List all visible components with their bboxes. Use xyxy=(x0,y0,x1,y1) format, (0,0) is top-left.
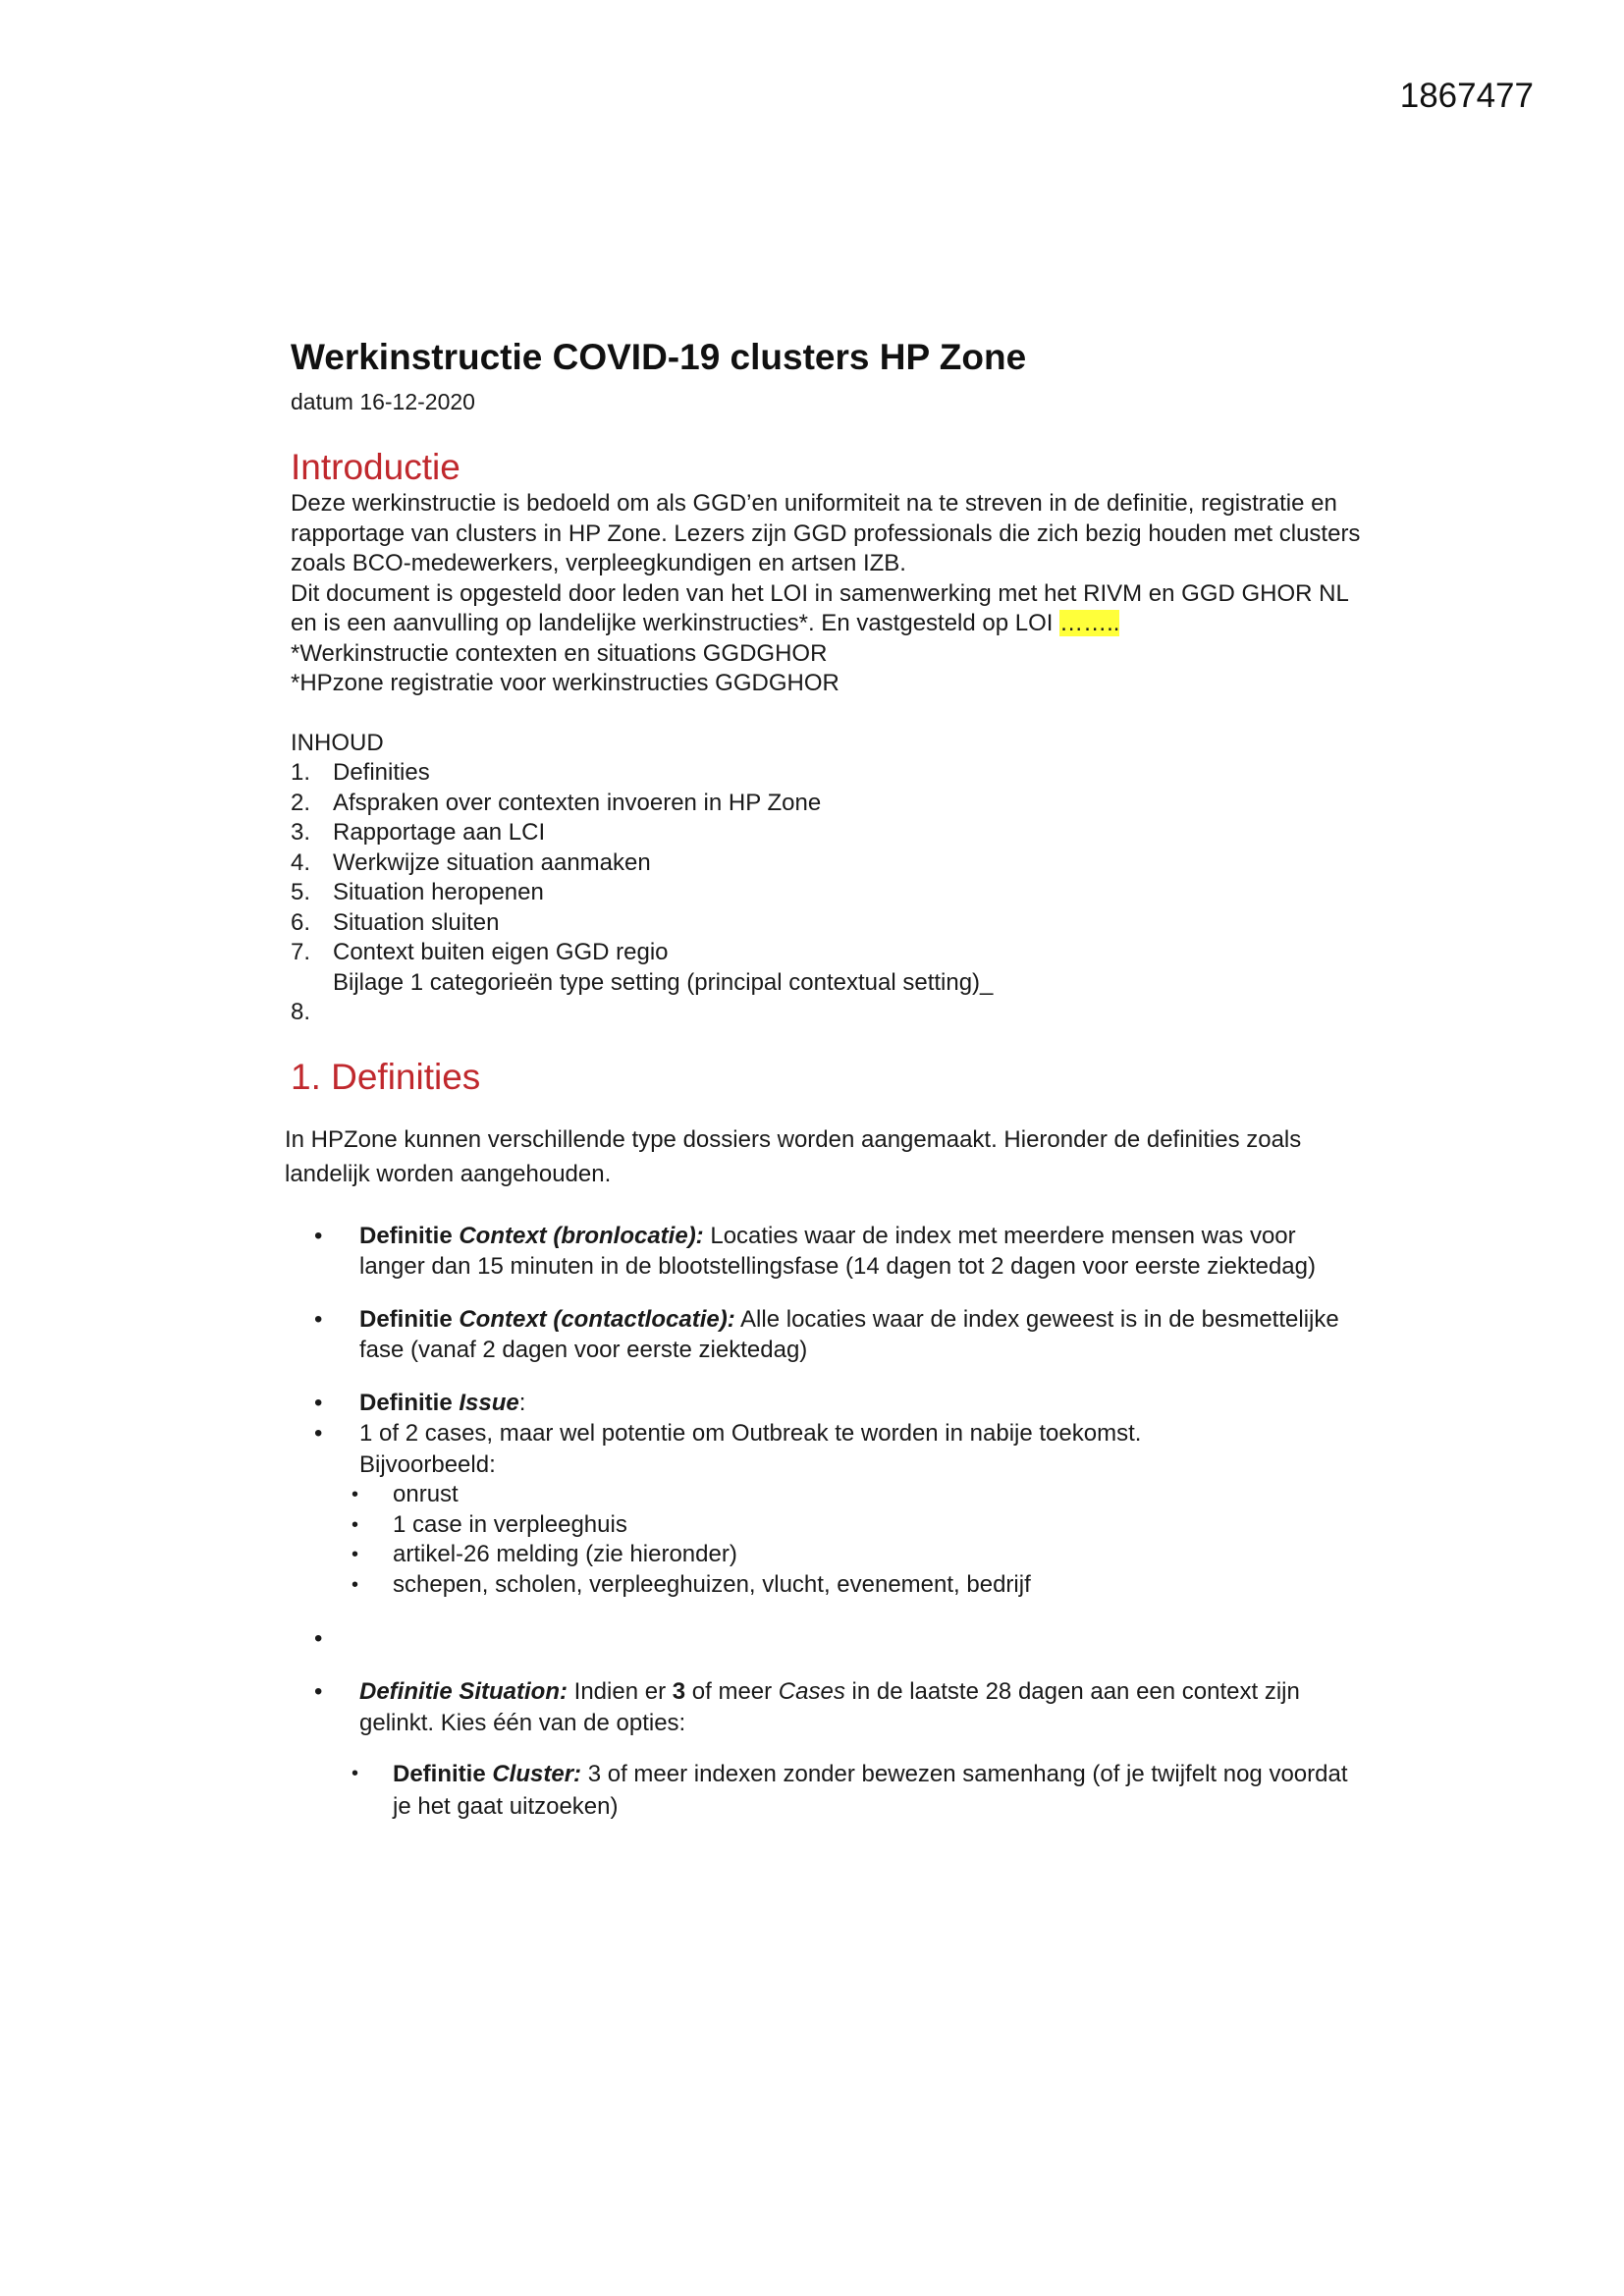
definition-term: Context (contactlocatie): xyxy=(459,1305,735,1333)
definition-text: in de laatste 28 dagen aan een context zijn gelinkt. Kies één van de opties: xyxy=(359,1678,1300,1736)
toc-label: Situation heropenen xyxy=(333,879,544,905)
list-item: • 1 case in verpleeghuis xyxy=(291,1510,1361,1541)
empty-bullet xyxy=(291,1623,1361,1655)
definition-term: Definitie Situation: xyxy=(359,1678,568,1705)
toc-list xyxy=(291,758,1371,1028)
toc-item xyxy=(291,878,1371,908)
toc-label: Context buiten eigen GGD regio xyxy=(333,939,669,965)
toc-number: 4. xyxy=(291,848,311,876)
table-of-contents xyxy=(291,729,1371,1028)
definition-number: 3 xyxy=(672,1678,686,1705)
definition-label: Definitie xyxy=(393,1761,493,1787)
reference-2: *HPzone registratie voor werkinstructies GGDGHOR xyxy=(291,670,839,696)
document-body xyxy=(285,334,1371,1823)
toc-label: Werkwijze situation aanmaken xyxy=(333,848,651,876)
definition-text: Locaties waar de index met meerdere mensen was voor langer dan 15 minuten in de blootstellingsfase (14 dagen tot 2 dagen voor eerste ziektedag) xyxy=(359,1222,1316,1280)
toc-number: 8. xyxy=(291,999,311,1025)
toc-number: 1. xyxy=(291,759,311,786)
toc-item xyxy=(291,908,1371,939)
intro-paragraph-2 xyxy=(291,579,1371,639)
date-placeholder-highlight: …….. xyxy=(1059,610,1120,636)
definities-intro: In HPZone kunnen verschillende type dossiers worden aangemaakt. Hieronder de definities zoals landelijk worden aangehouden. xyxy=(285,1125,1302,1187)
definities-heading: 1. Definities xyxy=(291,1056,481,1097)
toc-item xyxy=(291,789,1371,819)
toc-heading: INHOUD xyxy=(291,729,384,756)
reference-1: *Werkinstructie contexten en situations GGDGHOR xyxy=(291,639,828,667)
situation-options-list xyxy=(291,1758,1361,1823)
definition-cluster xyxy=(291,1758,1361,1823)
document-id: 1867477 xyxy=(1399,77,1534,115)
toc-item xyxy=(291,818,1371,848)
issue-example-label: Bijvoorbeeld: xyxy=(359,1450,496,1478)
toc-number: 5. xyxy=(291,879,311,905)
intro-paragraph-1: Deze werkinstructie is bedoeld om als GGD’en uniformiteit na te streven in de definitie, registratie en rapportage van clusters in HP Zone. Lezers zijn GGD professionals die zich bezig houden met clusters zoals BCO-medewerkers, verpleegkundigen en artsen IZB. xyxy=(291,490,1361,576)
intro-paragraph-2-text: Dit document is opgesteld door leden van het LOI in samenwerking met het RIVM en GGD GHOR NL en is een aanvulling op landelijke werkinstructies*. En vastgesteld op LOI xyxy=(291,579,1348,636)
toc-number: 2. xyxy=(291,789,311,816)
definition-text: 3 of meer indexen zonder bewezen samenhang (of je twijfelt nog voordat je het gaat uitzoeken) xyxy=(393,1761,1348,1820)
issue-detail-text: 1 of 2 cases, maar wel potentie om Outbreak te worden in nabije toekomst. xyxy=(359,1420,1142,1447)
toc-item xyxy=(291,998,1371,1028)
definition-situation xyxy=(291,1676,1361,1823)
definition-issue xyxy=(291,1388,1361,1419)
definition-context-contact xyxy=(291,1304,1361,1366)
document-title: Werkinstructie COVID-19 clusters HP Zone xyxy=(291,337,1027,377)
issue-detail xyxy=(291,1418,1361,1600)
definition-cases: Cases xyxy=(778,1678,845,1705)
definition-label: Definitie xyxy=(359,1222,460,1249)
list-item: • onrust xyxy=(291,1480,1361,1510)
definition-label: Definitie xyxy=(359,1305,460,1333)
document-date: datum 16-12-2020 xyxy=(291,389,475,414)
definition-label: Definitie xyxy=(359,1389,460,1416)
toc-label: Situation sluiten xyxy=(333,908,500,936)
intro-heading: Introductie xyxy=(291,447,460,487)
toc-item xyxy=(291,848,1371,879)
definitions-list xyxy=(291,1221,1361,1824)
definition-text: of meer xyxy=(685,1678,779,1705)
toc-label: Definities xyxy=(333,759,430,786)
issue-examples-list xyxy=(291,1480,1361,1600)
toc-label: Afspraken over contexten invoeren in HP Zone xyxy=(333,789,822,816)
definition-term: Context (bronlocatie): xyxy=(459,1222,704,1249)
definition-text: Indien er xyxy=(568,1678,673,1705)
definition-context-bron xyxy=(291,1221,1361,1283)
definition-text: Alle locaties waar de index geweest is in de besmettelijke fase (vanaf 2 dagen voor eerste ziektedag) xyxy=(359,1305,1339,1363)
toc-number: 6. xyxy=(291,908,311,936)
toc-number: 3. xyxy=(291,819,311,846)
list-item: • artikel-26 melding (zie hieronder) xyxy=(291,1540,1361,1570)
definition-term: Cluster: xyxy=(492,1761,582,1787)
toc-item xyxy=(291,938,1371,968)
toc-number: 7. xyxy=(291,939,311,965)
toc-item xyxy=(291,758,1371,789)
toc-label: Rapportage aan LCI xyxy=(333,819,546,846)
definition-term: Issue xyxy=(459,1389,519,1416)
toc-extra-line: Bijlage 1 categorieën type setting (principal contextual setting)_ xyxy=(333,968,994,996)
list-item: • schepen, scholen, verpleeghuizen, vlucht, evenement, bedrijf xyxy=(291,1570,1361,1601)
definition-colon: : xyxy=(518,1389,526,1416)
